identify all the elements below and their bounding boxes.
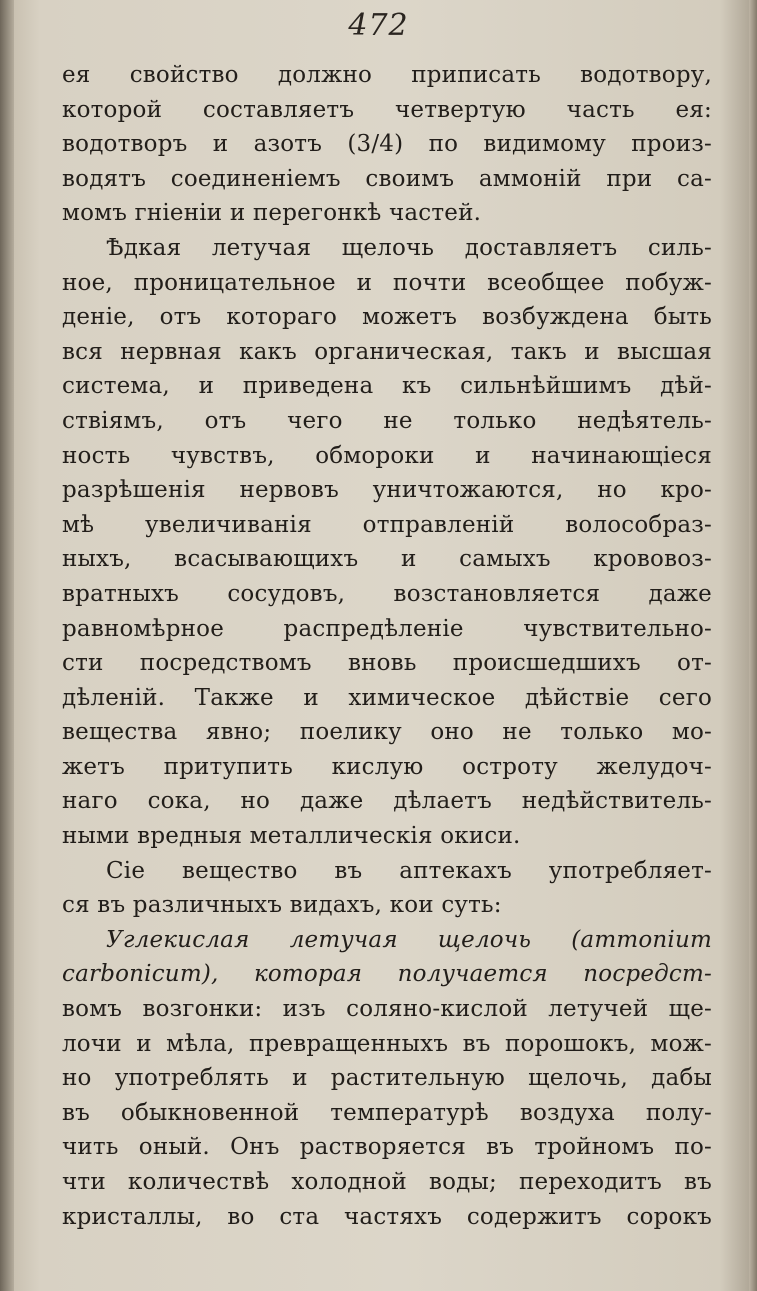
text-line: вещества явно; поелику оно не только мо- [62,719,712,746]
text-line: Углекислая летучая щелочь (ammonium [106,926,712,953]
text-line: водотворъ и азотъ (3/4) по видимому произ- [62,131,712,158]
text-line: равномѣрное распредѣленіе чувствительно- [62,615,712,642]
text-line: Ѣдкая летучая щелочь доставляетъ силь- [106,234,712,261]
text-line: момъ гніеніи и перегонкѣ частей. [62,200,482,227]
text-line: сти посредствомъ вновь происшедшихъ от- [62,650,712,677]
text-line: дѣленій. Также и химическое дѣйствіе сего [62,684,712,711]
text-line: чить оный. Онъ растворяется въ тройномъ по- [62,1134,712,1161]
text-line: въ обыкновенной температурѣ воздуха полу- [62,1099,712,1126]
text-line: чти количествѣ холодной воды; переходитъ въ [62,1169,712,1195]
text-line: деніе, отъ котораго можетъ возбуждена быть [62,304,712,331]
text-line: вомъ возгонки: изъ соляно-кислой летучей ще- [62,996,712,1023]
page-binding-edge [0,0,14,1291]
text-line: система, и приведена къ сильнѣйшимъ дѣй- [62,373,712,400]
page-right-edge [749,0,757,1291]
text-line: жетъ притупить кислую остроту желудоч- [62,753,712,780]
text-line: вся нервная какъ органическая, такъ и высшая [62,338,712,365]
text-line: ся въ различныхъ видахъ, кои суть: [62,892,502,919]
text-line: carbonicum), которая получается посредст- [62,961,712,988]
text-line: лочи и мѣла, превращенныхъ въ порошокъ, мож- [62,1030,712,1057]
text-line: но употреблять и растительную щелочь, дабы [62,1065,712,1092]
text-line: разрѣшенія нервовъ уничтожаются, но кро- [62,477,712,504]
text-line: кристаллы, во ста частяхъ содержитъ сорокъ [62,1203,712,1230]
text-line: ствіямъ, отъ чего не только недѣятель- [62,407,712,434]
text-line: ныхъ, всасывающихъ и самыхъ крововоз- [62,546,712,573]
text-line: ность чувствъ, обмороки и начинающіеся [62,442,712,469]
page-number: 472 [348,8,409,43]
text-line: ными вредныя металлическія окиси. [62,823,521,850]
text-line: которой составляетъ четвертую часть ея: [62,96,712,123]
text-line: Сіе вещество въ аптекахъ употребляет- [106,857,712,884]
text-line: наго сока, но даже дѣлаетъ недѣйствитель- [62,788,712,815]
text-line: водятъ соединеніемъ своимъ аммоній при са- [62,165,712,192]
text-line: мѣ увеличиванія отправленій волособраз- [62,511,712,538]
text-line: ея свойство должно приписать водотвору, [62,62,712,88]
text-line: вратныхъ сосудовъ, возстановляется даже [62,580,712,607]
body-text [62,58,712,1234]
text-line: ное, проницательное и почти всеобщее побуж- [62,269,712,296]
